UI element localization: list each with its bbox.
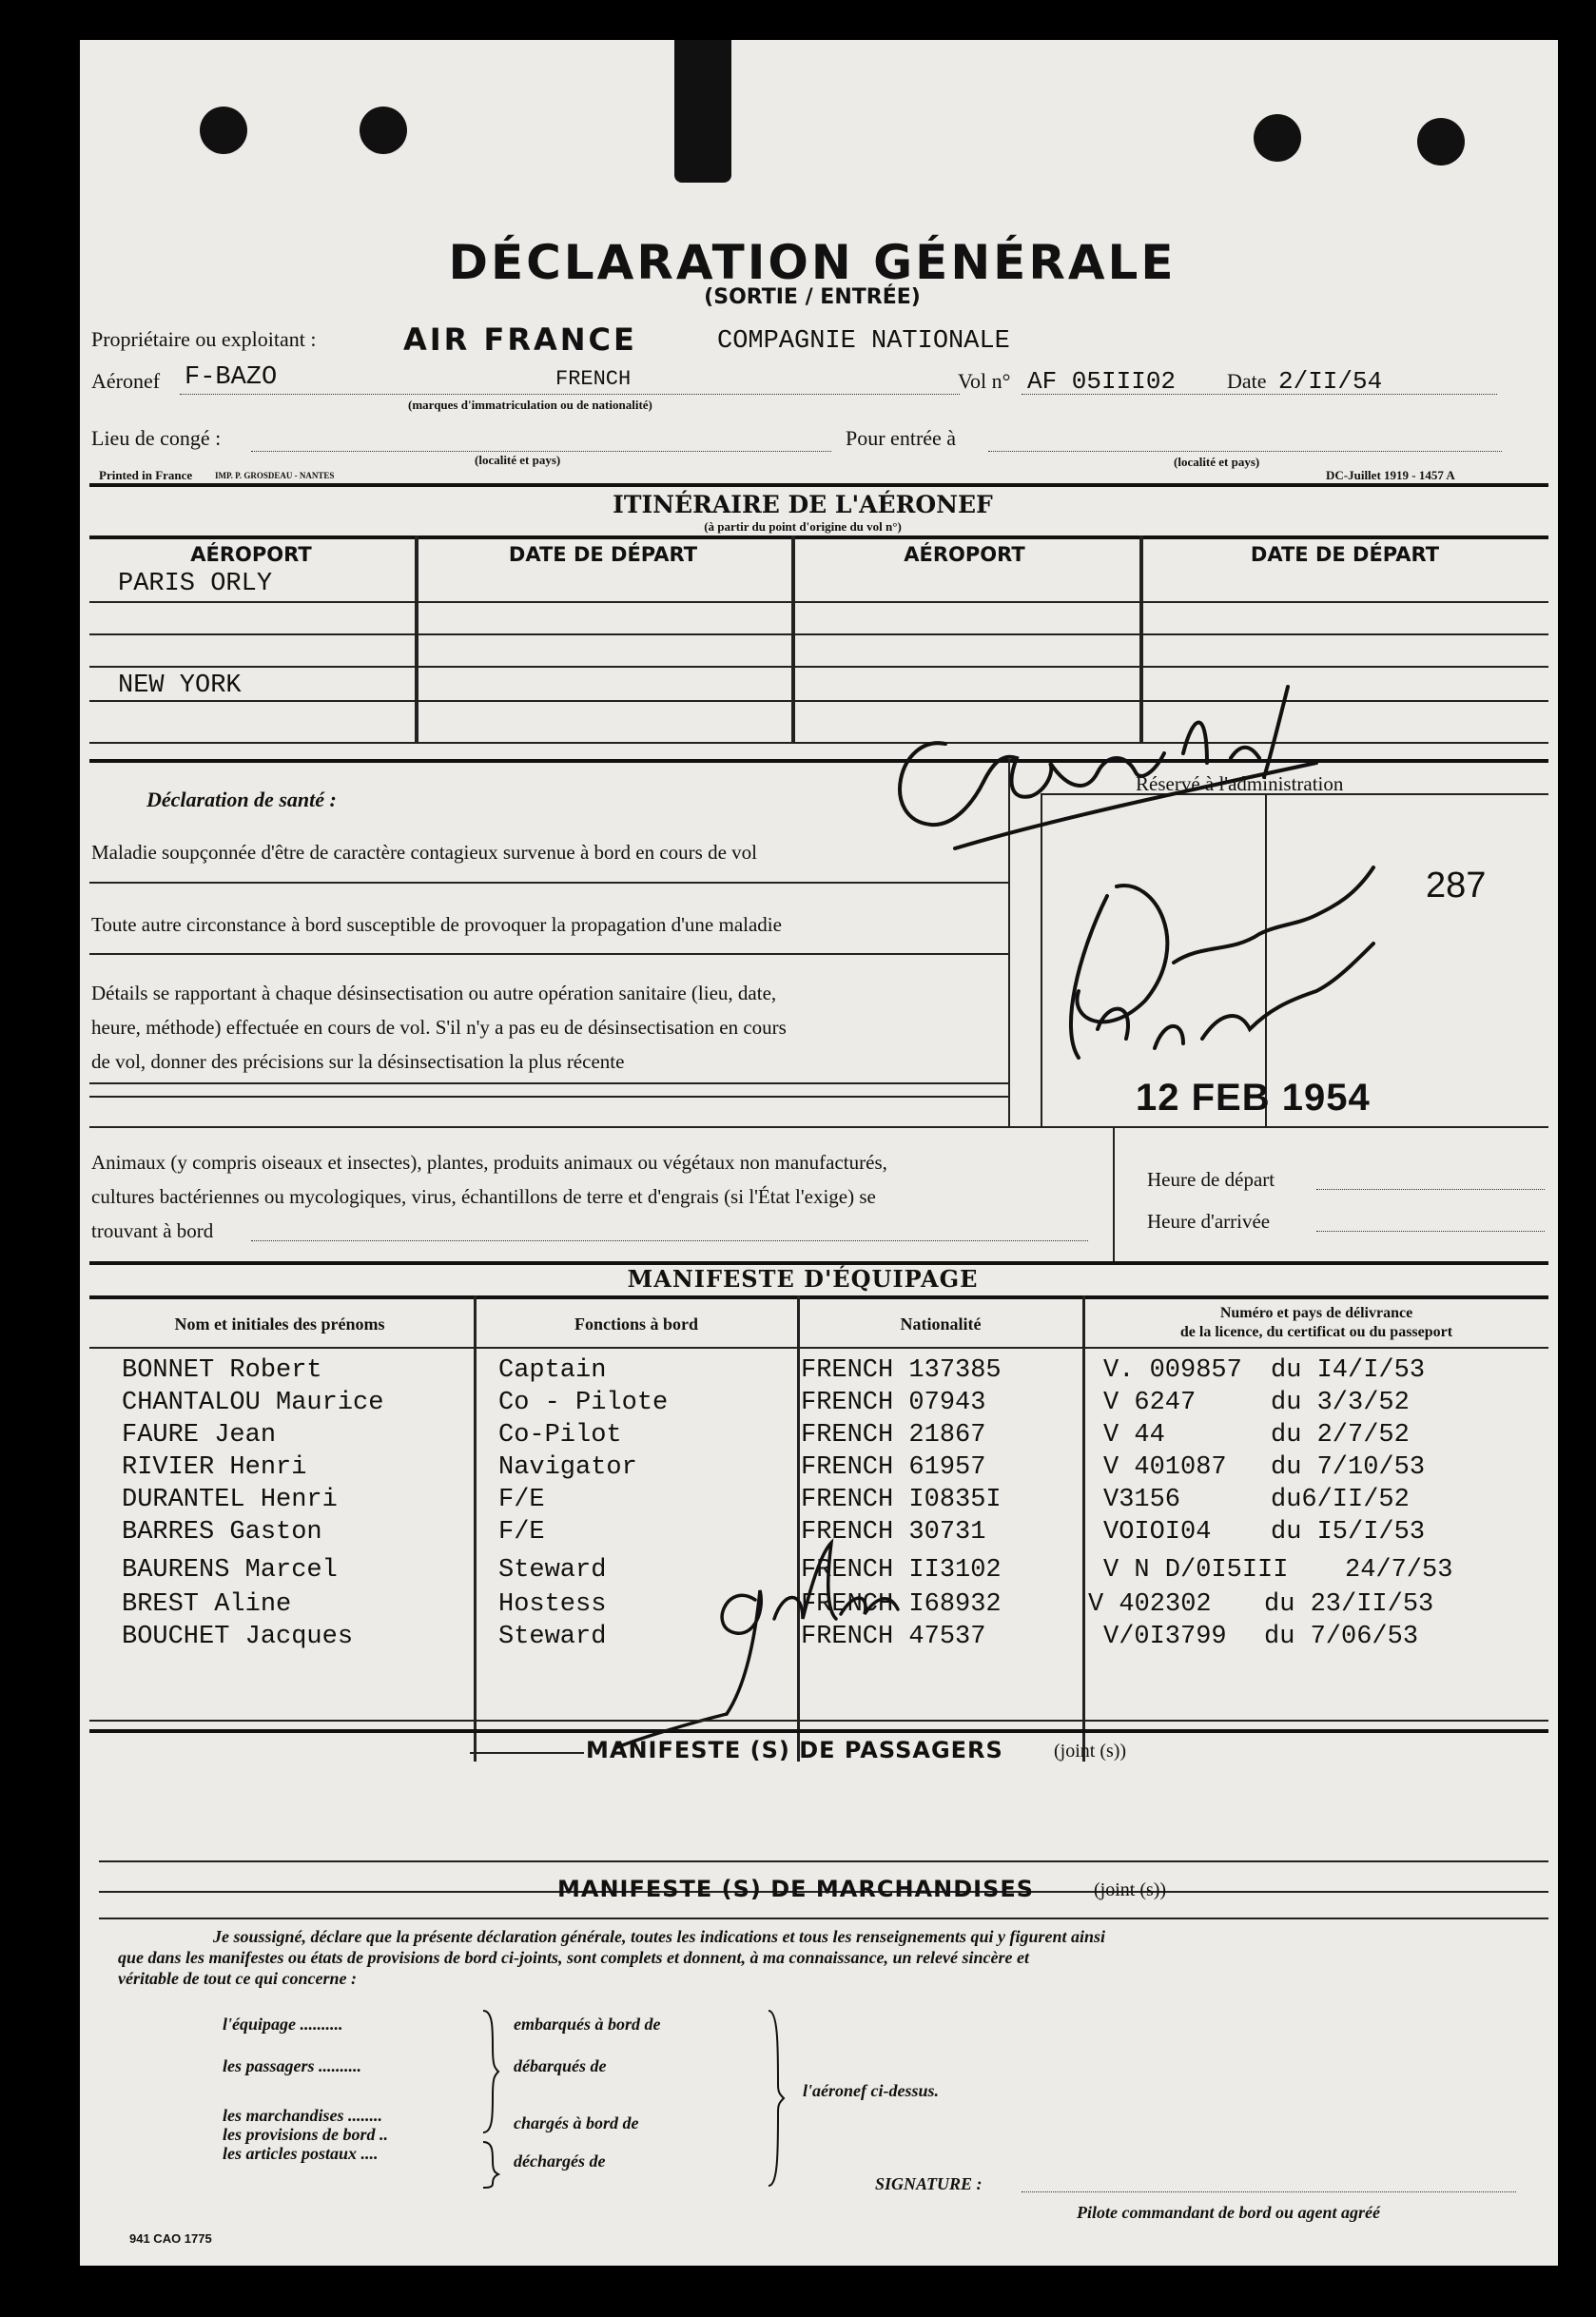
crew-license-date: du 3/3/52	[1271, 1389, 1410, 1417]
health-bottom	[89, 1126, 1548, 1128]
health-line	[89, 1096, 1008, 1098]
crew-license-date: du I5/I/53	[1271, 1518, 1426, 1547]
crew-nationality: FRENCH I68932	[801, 1590, 1002, 1619]
brace-left	[481, 2009, 500, 2190]
crew-header-bottom	[89, 1347, 1548, 1349]
page-title: DÉCLARATION GÉNÉRALE	[448, 235, 1177, 290]
form-code: 941 CAO 1775	[129, 2231, 212, 2246]
itinerary-sep	[791, 535, 795, 744]
crew-license: V 402302	[1088, 1590, 1212, 1619]
declaration-line-1: Je soussigné, déclare que la présente déclaration générale, toutes les indications et tous les renseignements qui y figurent ainsi	[213, 1927, 1106, 1946]
crew-nationality: FRENCH 07943	[801, 1389, 986, 1417]
signature-label: SIGNATURE :	[875, 2174, 983, 2193]
crew-function: Co - Pilote	[498, 1389, 669, 1417]
crew-license-date: du 23/II/53	[1264, 1590, 1434, 1619]
itinerary-sep	[415, 535, 418, 744]
passengers-joint: (joint (s))	[1054, 1741, 1127, 1762]
crew-license-date: du6/II/52	[1271, 1486, 1410, 1514]
aircraft-label: Aéronef	[91, 369, 161, 393]
form-ref: DC-Juillet 1919 - 1457 A	[1326, 468, 1455, 482]
itinerary-col-airport-2: AÉROPORT	[904, 543, 1025, 566]
page-subtitle: (SORTIE / ENTRÉE)	[704, 285, 921, 309]
animals-dotted	[251, 1240, 1088, 1241]
itinerary-airport-2: NEW YORK	[118, 672, 242, 700]
printer-note: Printed in France	[99, 468, 193, 482]
itinerary-col-airport-1: AÉROPORT	[190, 543, 312, 566]
health-q3-1: Détails se rapportant à chaque désinsectisation ou autre opération sanitaire (lieu, date,	[91, 982, 777, 1004]
itinerary-airport-1: PARIS ORLY	[118, 570, 273, 598]
entry-label: Pour entrée à	[846, 426, 957, 450]
crew-nationality: FRENCH 61957	[801, 1453, 986, 1482]
crew-license: V 6247	[1103, 1389, 1197, 1417]
decl-equipage: l'équipage ..........	[223, 2015, 343, 2034]
clearance-label: Lieu de congé :	[91, 426, 222, 450]
crew-col-license-1: Numéro et pays de délivrance	[1219, 1305, 1413, 1321]
health-title: Déclaration de santé :	[146, 788, 337, 811]
punch-hole	[200, 107, 247, 154]
crew-name: BAURENS Marcel	[122, 1556, 338, 1585]
decl-decharges: déchargés de	[514, 2152, 606, 2171]
decl-provisions: les provisions de bord ..	[223, 2125, 389, 2144]
crew-name: DURANTEL Henri	[122, 1486, 338, 1514]
steward-signature	[613, 1524, 955, 1752]
crew-name: BARRES Gaston	[122, 1518, 322, 1547]
crew-license: VOIOI04	[1103, 1518, 1212, 1547]
clearance-caption-right: (localité et pays)	[1174, 455, 1260, 469]
crew-nationality: FRENCH I0835I	[801, 1486, 1002, 1514]
itinerary-subtitle: (à partir du point d'origine du vol n°)	[704, 519, 902, 534]
signature-line	[1022, 2191, 1516, 2192]
decl-aircraft: l'aéronef ci-dessus.	[803, 2081, 939, 2100]
crew-function: Captain	[498, 1356, 607, 1385]
flight-label: Vol n°	[958, 369, 1011, 393]
animals-line-2: cultures bactériennes ou mycologiques, virus, échantillons de terre et d'engrais (si l'État l'exige) se	[91, 1185, 876, 1208]
aircraft-line	[180, 394, 960, 395]
health-q3-2: heure, méthode) effectuée en cours de vol. S'il n'y a pas eu de désinsectisation en cours	[91, 1016, 787, 1039]
crew-license-date: du 7/10/53	[1271, 1453, 1426, 1482]
crew-license: V 401087	[1103, 1453, 1227, 1482]
punch-hole	[360, 107, 407, 154]
crew-name: BONNET Robert	[122, 1356, 322, 1385]
pilot-label: Pilote commandant de bord ou agent agréé	[1077, 2203, 1380, 2222]
cargo-line-left	[447, 1891, 561, 1893]
crew-function: F/E	[498, 1486, 545, 1514]
aircraft-caption: (marques d'immatriculation ou de nationalité)	[408, 398, 652, 412]
crew-license-date: 24/7/53	[1345, 1556, 1453, 1585]
decl-embarques: embarqués à bord de	[514, 2015, 661, 2034]
crew-bottom	[89, 1720, 1548, 1722]
owner-label: Propriétaire ou exploitant :	[91, 327, 317, 351]
owner-value: AIR FRANCE	[403, 321, 637, 358]
itinerary-line	[89, 601, 1548, 603]
crew-license: V N D/0I5III	[1103, 1556, 1289, 1585]
crew-function: Navigator	[498, 1453, 637, 1482]
binder-slot	[674, 40, 731, 183]
crew-license: V 44	[1103, 1421, 1165, 1450]
admin-number: 287	[1426, 866, 1487, 905]
declaration-line-2: que dans les manifestes ou états de provisions de bord ci-joints, sont complets et donnent, à ma connaissance, un relevé sincère et	[118, 1948, 1030, 1967]
departure-label: Heure de départ	[1147, 1168, 1275, 1191]
itinerary-col-date-1: DATE DE DÉPART	[508, 543, 698, 566]
clearance-caption-left: (localité et pays)	[475, 453, 561, 467]
crew-col-name: Nom et initiales des prénoms	[174, 1314, 385, 1334]
decl-postaux: les articles postaux ....	[223, 2144, 379, 2163]
punch-hole	[1254, 114, 1301, 162]
crew-nationality: FRENCH 137385	[801, 1356, 1002, 1385]
punch-hole	[1417, 118, 1465, 166]
declaration-line-3: véritable de tout ce qui concerne :	[118, 1969, 357, 1988]
crew-license-date: du 7/06/53	[1264, 1623, 1419, 1651]
officer-signature	[1041, 858, 1402, 1086]
aircraft-registration: F-BAZO	[185, 363, 278, 392]
itinerary-col-date-2: DATE DE DÉPART	[1250, 543, 1440, 566]
crew-license: V. 009857	[1103, 1356, 1242, 1385]
decl-marchandises: les marchandises ........	[223, 2106, 383, 2125]
passengers-line	[99, 1860, 1548, 1862]
crew-name: RIVIER Henri	[122, 1453, 307, 1482]
crew-col-license-2: de la licence, du certificat ou du passeport	[1179, 1324, 1453, 1340]
printer-small: IMP. P. GROSDEAU - NANTES	[215, 471, 335, 480]
health-q2: Toute autre circonstance à bord susceptible de provoquer la propagation d'une maladie	[91, 913, 782, 936]
departure-line	[1316, 1189, 1545, 1190]
crew-title: MANIFESTE D'ÉQUIPAGE	[627, 1265, 979, 1293]
arrival-label: Heure d'arrivée	[1147, 1210, 1271, 1233]
crew-function: Hostess	[498, 1590, 607, 1619]
cargo-bottom	[99, 1918, 1548, 1919]
entry-line	[988, 451, 1502, 452]
flight-value: AF 05III02	[1027, 367, 1177, 396]
brace-right	[767, 2009, 786, 2190]
health-q3-3: de vol, donner des précisions sur la désinsectisation la plus récente	[91, 1050, 625, 1073]
crew-function: F/E	[498, 1518, 545, 1547]
crew-sep	[1082, 1295, 1085, 1762]
crew-sep	[474, 1295, 477, 1762]
itinerary-title: ITINÉRAIRE DE L'AÉRONEF	[613, 491, 993, 518]
crew-header-top	[89, 1295, 1548, 1299]
cargo-title: MANIFESTE (S) DE MARCHANDISES	[557, 1876, 1035, 1902]
passengers-title: MANIFESTE (S) DE PASSAGERS	[586, 1737, 1003, 1763]
owner-value-2: COMPAGNIE NATIONALE	[717, 327, 1010, 356]
decl-passagers: les passagers ..........	[223, 2056, 362, 2075]
crew-name: BOUCHET Jacques	[122, 1623, 354, 1651]
aircraft-nationality: FRENCH	[555, 367, 632, 391]
stamp-date: 12 FEB 1954	[1136, 1077, 1371, 1119]
times-sep	[1113, 1126, 1115, 1263]
animals-line-1: Animaux (y compris oiseaux et insectes), plantes, produits animaux ou végétaux non manufacturés,	[91, 1151, 887, 1174]
crew-license: V/0I3799	[1103, 1623, 1227, 1651]
passengers-line-left	[470, 1752, 584, 1754]
crew-name: FAURE Jean	[122, 1421, 277, 1450]
crew-function: Steward	[498, 1623, 607, 1651]
health-line	[89, 1082, 1008, 1084]
crew-nationality: FRENCH 47537	[801, 1623, 986, 1651]
crew-name: CHANTALOU Maurice	[122, 1389, 384, 1417]
date-value: 2/II/54	[1278, 367, 1383, 396]
crew-nationality: FRENCH 30731	[801, 1518, 986, 1547]
crew-license-date: du I4/I/53	[1271, 1356, 1426, 1385]
document-page	[80, 40, 1558, 2266]
crew-col-nationality: Nationalité	[900, 1314, 982, 1334]
crew-function: Co-Pilot	[498, 1421, 622, 1450]
decl-charges: chargés à bord de	[514, 2113, 639, 2132]
crew-function: Steward	[498, 1556, 607, 1585]
crew-license: V3156	[1103, 1486, 1181, 1514]
clearance-line	[251, 451, 831, 452]
crew-license-date: du 2/7/52	[1271, 1421, 1410, 1450]
flight-line	[1022, 394, 1497, 395]
health-q1: Maladie soupçonnée d'être de caractère contagieux survenue à bord en cours de vol	[91, 841, 757, 864]
crew-nationality: FRENCH 21867	[801, 1421, 986, 1450]
arrival-line	[1316, 1231, 1545, 1232]
divider	[89, 483, 1548, 487]
crew-name: BREST Aline	[122, 1590, 292, 1619]
cargo-joint: (joint (s))	[1094, 1879, 1167, 1900]
animals-line-3: trouvant à bord	[91, 1219, 214, 1242]
crew-bottom-thick	[89, 1729, 1548, 1733]
itinerary-top	[89, 535, 1548, 539]
admin-reserved: Réservé à l'administration	[1136, 772, 1344, 795]
crew-nationality: FRENCH II3102	[801, 1556, 1002, 1585]
decl-debarques: débarqués de	[514, 2056, 607, 2075]
date-label: Date	[1227, 369, 1267, 393]
crew-col-function: Fonctions à bord	[574, 1314, 699, 1334]
